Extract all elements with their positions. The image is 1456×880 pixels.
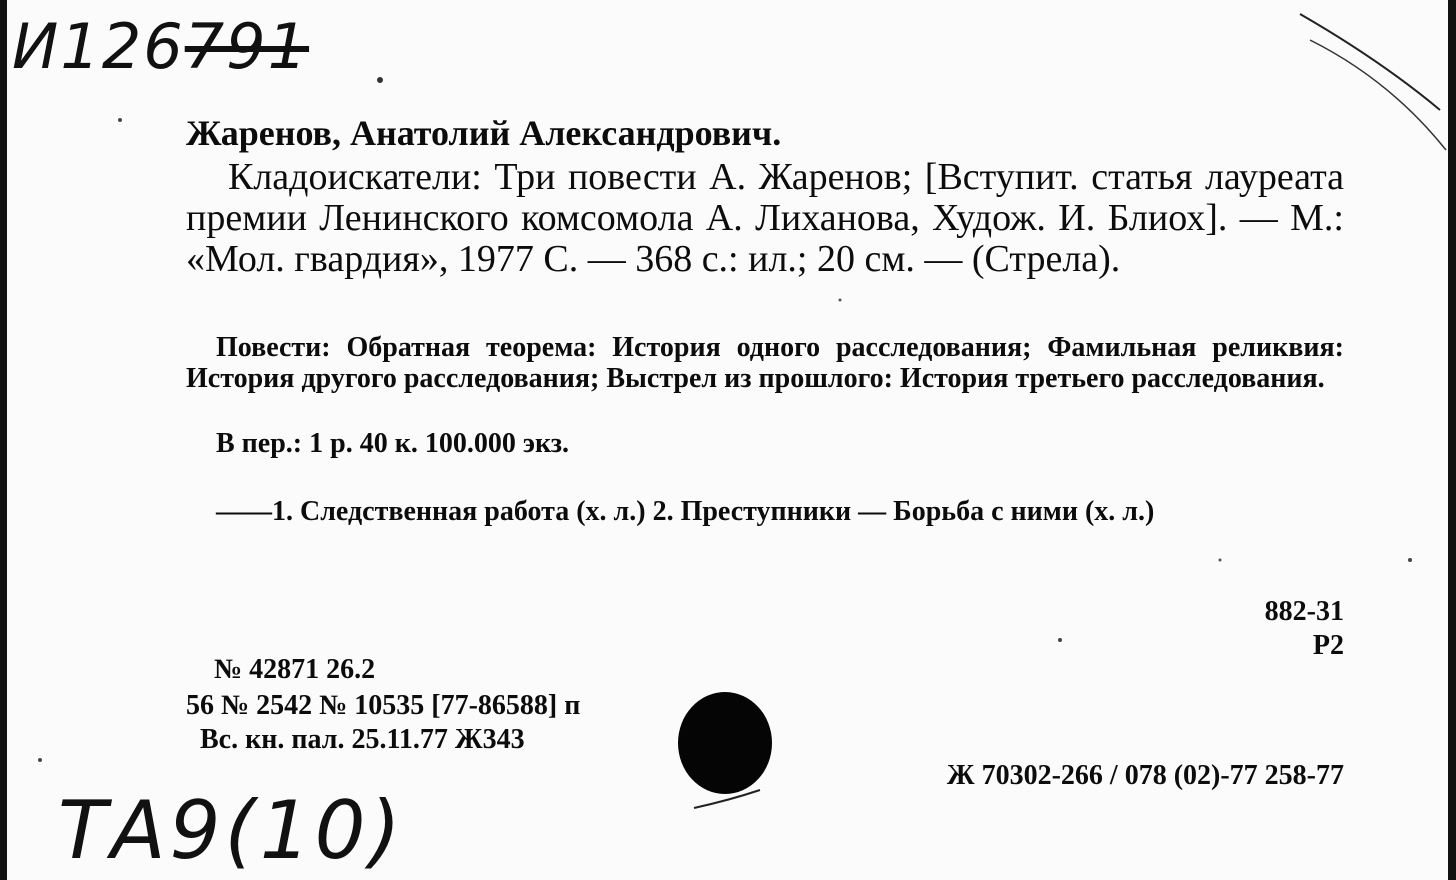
author-heading: Жаренов, Анатолий Александрович. (186, 113, 782, 153)
subject-headings (186, 496, 1344, 527)
handwritten-shelfmark-struck: 791 (184, 10, 310, 83)
classification-mark: Р2 (1312, 630, 1344, 661)
bib-line-1: № 42871 26.2 (214, 654, 376, 685)
price-note: В пер.: 1 р. 40 к. 100.000 экз. (216, 428, 569, 459)
handwritten-location: ТА9(10) (58, 784, 405, 877)
handwritten-shelfmark (12, 10, 309, 83)
punch-hole (678, 692, 772, 794)
handwritten-shelfmark-prefix: И126 (12, 10, 185, 83)
contents-text: Повести: Обратная теорема: История одного расследования; Фамильная реликвия: История другого расследования; Выстрел из прошлого: История третьего расследования. (186, 332, 1344, 394)
bib-line-3: Вс. кн. пал. 25.11.77 Ж343 (200, 724, 525, 755)
contents-note (186, 332, 1344, 394)
classification-index: 882-31 (1264, 596, 1344, 627)
bib-line-2: 56 № 2542 № 10535 [77-86588] п (186, 690, 581, 721)
publication-code: Ж 70302-266 / 078 (02)-77 258-77 (946, 760, 1344, 791)
subject-text: ——1. Следственная работа (х. л.) 2. Преступники — Борьба с ними (х. л.) (216, 496, 1155, 527)
bibliographic-description (186, 157, 1344, 280)
title-statement: Кладоискатели: Три повести А. Жаренов; [Вступит. статья лауреата премии Ленинского комсомола А. Лиханова, Худож. И. Блиох]. — М.: «Мол. гвардия», 1977 С. — 368 с.: ил.; 20 см. — (Стрела). (186, 156, 1344, 280)
